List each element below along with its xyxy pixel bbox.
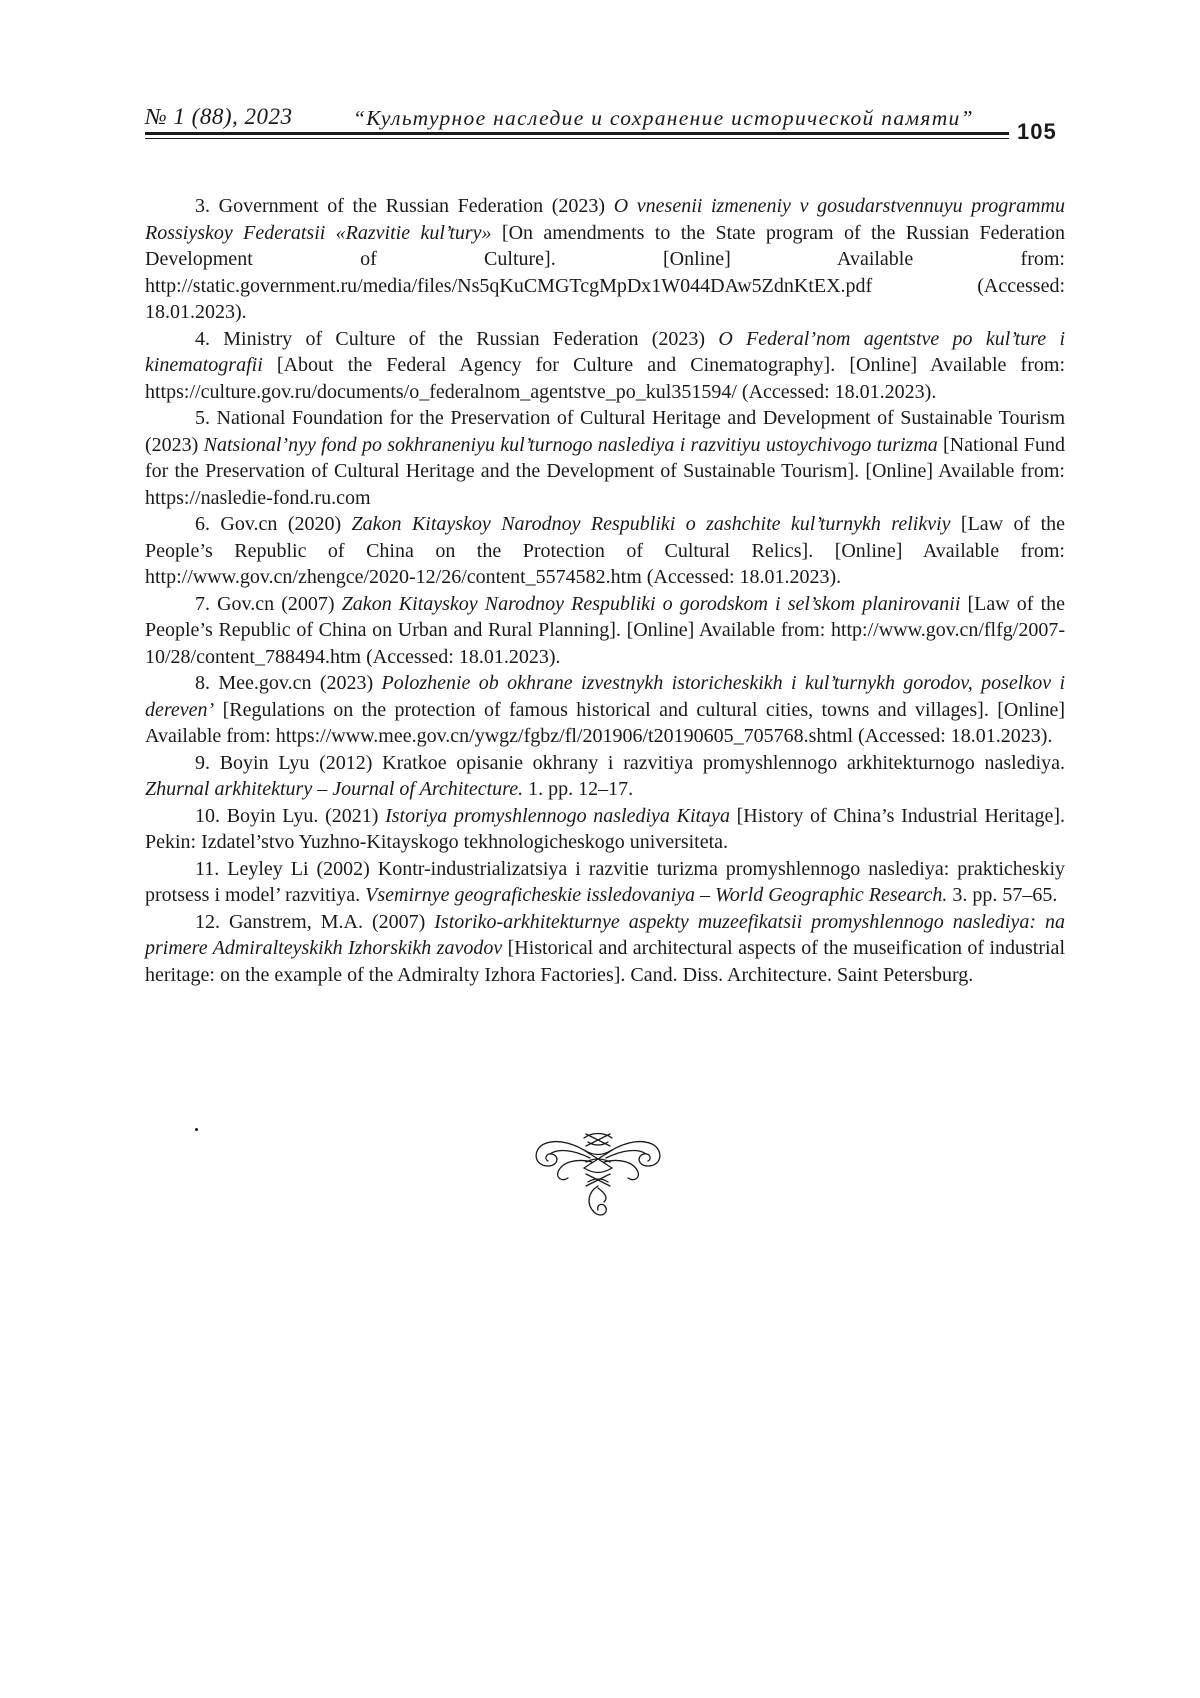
reference-lead: 10. Boyin Lyu. (2021) [195,805,385,827]
reference-lead: 4. Ministry of Culture of the Russian Federation (2023) [195,328,718,350]
reference-lead: 3. Government of the Russian Federation (2023) [195,195,614,217]
reference-item [145,750,1065,803]
running-header [145,100,1065,150]
reference-tail: [National Fund for the Preservation of Cultural Heritage and the Development of Sustainable Tourism]. [Online] Available from: https://nasledie-fond.ru.com [145,434,1065,509]
reference-tail: [Law of the People’s Republic of China on the Protection of Cultural Relics]. [Online] Available from: http://www.gov.cn/zhengce/2020-12/26/content_5574582.htm (Accessed: 18.01.2023). [145,513,1065,588]
reference-lead: 7. Gov.cn (2007) [195,593,342,615]
reference-title: Natsional’nyy fond po sokhraneniyu kul’turnogo naslediya i razvitiyu ustoychivogo turizma [204,434,938,456]
reference-item [145,405,1065,511]
reference-title: O Federal’nom agentstve po kul’ture i kinematografii [145,328,1065,377]
reference-tail: 3. pp. 57–65. [947,884,1057,906]
reference-tail: [About the Federal Agency for Culture and Cinematography]. [Online] Available from: https://culture.gov.ru/documents/o_federalnom_agentstve_po_kul351594/ (Accessed: 18.01.2023). [145,354,1065,403]
reference-lead: 9. Boyin Lyu (2012) Kratkoe opisanie okhrany i razvitiya promyshlennogo arkhitekturnogo naslediya. [195,752,1065,774]
stray-mark [195,1128,198,1131]
reference-tail: [On amendments to the State program of the Russian Federation Development of Culture]. [Online] Available from: http://static.government.ru/media/files/Ns5qKuCMGTcgMpDx1W044DAw5ZdnKtEX.pdf (Accessed: 18.01.2023). [145,222,1065,324]
reference-lead: 11. Leyley Li (2002) Kontr-industrializatsiya i razvitie turizma promyshlennogo naslediya: prakticheskiy protsess i model’ razvitiya. [145,858,1065,907]
reference-item [145,670,1065,750]
reference-item [145,511,1065,591]
reference-tail: [History of China’s Industrial Heritage]. Pekin: Izdatel’stvo Yuzhno-Kitayskogo tekhnologicheskogo universiteta. [145,805,1065,854]
reference-lead: 5. National Foundation for the Preservation of Cultural Heritage and Development of Sustainable Tourism (2023) [145,407,1065,456]
reference-title: O vnesenii izmeneniy v gosudarstvennuyu programmu Rossiyskoy Federatsii «Razvitie kul’tury» [145,195,1065,244]
reference-item [145,326,1065,406]
reference-tail: [Historical and architectural aspects of the museification of industrial heritage: on the example of the Admiralty Izhora Factories]. Cand. Diss. Architecture. Saint Petersburg. [145,937,1065,986]
reference-title: Istoriya promyshlennogo naslediya Kitaya [385,805,730,827]
reference-title: Polozhenie ob okhrane izvestnykh istoricheskikh i kul’turnykh gorodov, poselkov i dereven’ [145,672,1065,721]
reference-title: Istoriko-arkhitekturnye aspekty muzeefikatsii promyshlennogo naslediya: na primere Admiralteyskikh Izhorskikh zavodov [145,911,1065,960]
reference-lead: 12. Ganstrem, M.A. (2007) [195,911,434,933]
reference-title: Zakon Kitayskoy Narodnoy Respubliki o zashchite kul’turnykh relikviy [352,513,951,535]
header-rule-thin [145,138,1009,139]
reference-tail: [Regulations on the protection of famous historical and cultural cities, towns and villages]. [Online] Available from: https://www.mee.gov.cn/ywgz/fgbz/fl/201906/t20190605_705768.shtml (Accessed: 18.01.2023). [145,699,1065,748]
scroll-ornament-icon [528,1128,668,1222]
reference-lead: 6. Gov.cn (2020) [195,513,352,535]
reference-lead: 8. Mee.gov.cn (2023) [195,672,382,694]
issue-label: № 1 (88), 2023 [145,104,293,130]
journal-title: “Культурное наследие и сохранение исторической памяти” [353,106,974,131]
reference-list [145,193,1065,988]
page-number: 105 [1017,119,1057,145]
reference-item [145,856,1065,909]
reference-title: Zakon Kitayskoy Narodnoy Respubliki o gorodskom i sel’skom planirovanii [342,593,961,615]
reference-item [145,803,1065,856]
reference-tail: [Law of the People’s Republic of China on Urban and Rural Planning]. [Online] Available from: http://www.gov.cn/flfg/2007-10/28/content_788494.htm (Accessed: 18.01.2023). [145,593,1065,668]
reference-item [145,909,1065,989]
reference-tail: 1. pp. 12–17. [523,778,633,800]
reference-item [145,193,1065,326]
reference-item [145,591,1065,671]
reference-title: Vsemirnye geograficheskie issledovaniya – World Geographic Research. [365,884,947,906]
header-rule-thick [145,132,1009,135]
reference-title: Zhurnal arkhitektury – Journal of Architecture. [145,778,523,800]
